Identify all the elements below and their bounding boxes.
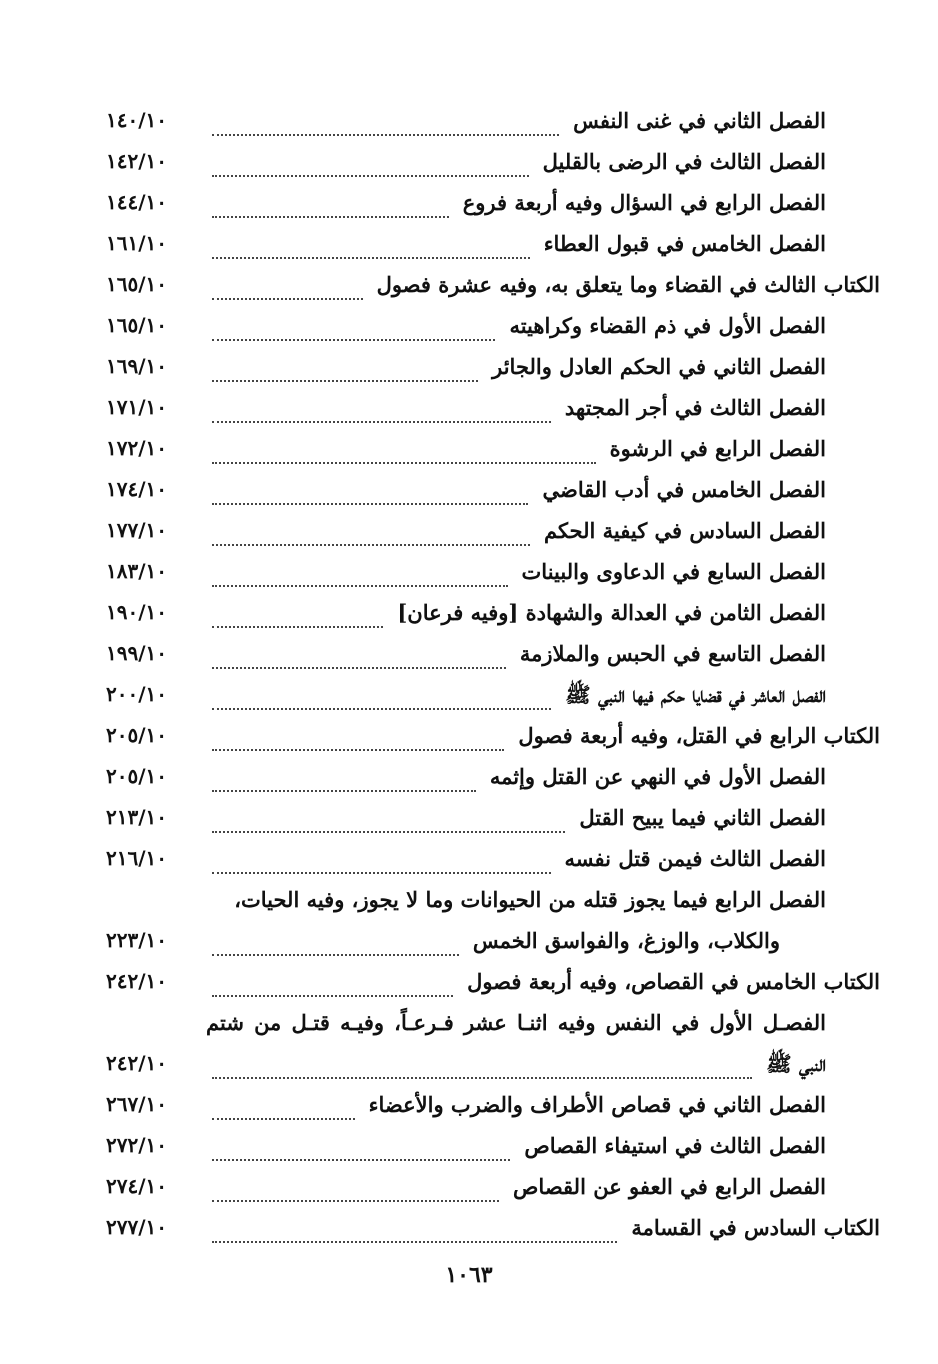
toc-entry [100, 801, 880, 842]
toc-entry [100, 637, 880, 678]
toc-entry-page: ١٧٤/١٠ [106, 477, 168, 501]
dot-leader [212, 801, 565, 833]
toc-entry-title: الكتاب السادس في القسامة [631, 1215, 880, 1240]
toc-entry [100, 1129, 880, 1170]
toc-entry-title: الكتاب الثالث في القضاء وما يتعلق به، وفيه عشرة فصول [376, 272, 880, 297]
dot-leader [212, 1170, 499, 1202]
toc-entry [100, 1088, 880, 1129]
toc-entry [100, 473, 880, 514]
toc-entry-page: ١٧٢/١٠ [106, 436, 168, 460]
toc-entry-page: ٢٠٥/١٠ [106, 723, 168, 747]
toc-entry-title: الفصل التاسع في الحبس والملازمة [519, 641, 826, 666]
toc-entry [100, 555, 880, 596]
toc-entry [100, 842, 880, 883]
toc-entry-page: ٢٧٤/١٠ [106, 1174, 168, 1198]
toc-entry-page: ٢١٣/١٠ [106, 805, 168, 829]
toc-entry-title: الفصل الثاني في الحكم العادل والجائر [492, 354, 826, 379]
toc-entry [100, 145, 880, 186]
toc-entry-title: الفصـل الأول في النفس وفيه اثنـا عشر فـرعـاً، وفيـه قتـل من شتم [206, 1010, 826, 1035]
toc-entry-title: الفصل السابع في الدعاوى والبينات [521, 559, 826, 584]
toc-entry-page: ٢٢٣/١٠ [106, 928, 168, 952]
dot-leader [212, 432, 596, 464]
dot-leader [212, 1088, 355, 1120]
toc-entry [100, 268, 880, 309]
toc-entry-page: ١٤٢/١٠ [106, 149, 168, 173]
toc-entry-title: الفصل الثالث فيمن قتل نفسه [564, 846, 826, 871]
toc-entry [100, 1047, 880, 1088]
toc-entry-page: ٢٧٧/١٠ [106, 1215, 168, 1239]
toc-entry-page: ١٧١/١٠ [106, 395, 168, 419]
toc-entry [100, 186, 880, 227]
table-of-contents [100, 104, 880, 1252]
toc-entry-title: الفصل العاشر في قضايا حكم فيها النبي ﷺ [565, 682, 826, 707]
toc-entry-title: الفصل الثاني فيما يبيح القتل [579, 805, 826, 830]
toc-entry [100, 104, 880, 145]
dot-leader [212, 1129, 510, 1161]
dot-leader [212, 186, 449, 218]
toc-entry-page: ١٨٣/١٠ [106, 559, 168, 583]
toc-entry-title: الفصل الخامس في قبول العطاء [543, 231, 826, 256]
dot-leader [212, 391, 551, 423]
dot-leader [212, 842, 551, 874]
dot-leader [212, 719, 504, 751]
toc-entry-title: الفصل الثالث في أجر المجتهد [564, 395, 826, 420]
toc-entry-title: الفصل الخامس في أدب القاضي [542, 477, 826, 502]
toc-entry-page: ٢٠٥/١٠ [106, 764, 168, 788]
toc-entry-page: ١٩٠/١٠ [106, 600, 168, 624]
toc-entry-page: ١٤٠/١٠ [106, 108, 168, 132]
toc-entry-page: ٢٠٠/١٠ [106, 682, 168, 706]
toc-entry-page: ٢٤٢/١٠ [106, 969, 168, 993]
toc-entry-title: الفصل الثاني في غنى النفس [573, 108, 826, 133]
toc-entry-title: النبي ﷺ [766, 1051, 826, 1076]
dot-leader [212, 1211, 617, 1243]
dot-leader [212, 924, 459, 956]
toc-entry-title: الفصل الثامن في العدالة والشهادة [وفيه فرعان] [397, 600, 826, 625]
toc-entry-page: ١٧٧/١٠ [106, 518, 168, 542]
toc-entry-title: الفصل الثاني في قصاص الأطراف والضرب والأعضاء [368, 1092, 826, 1117]
toc-entry [100, 1006, 880, 1047]
toc-entry-title: الفصل السادس في كيفية الحكم [543, 518, 826, 543]
toc-entry-page: ١٦٥/١٠ [106, 272, 168, 296]
toc-entry-title: الفصل الثالث في الرضى بالقليل [542, 149, 826, 174]
toc-entry-page: ١٦٩/١٠ [106, 354, 168, 378]
toc-entry [100, 760, 880, 801]
toc-entry-page: ٢٧٢/١٠ [106, 1133, 168, 1157]
toc-entry-title: الفصل الرابع في العفو عن القصاص [513, 1174, 826, 1199]
toc-entry-title: الفصل الرابع في السؤال وفيه أربعة فروع [462, 190, 826, 215]
toc-entry [100, 391, 880, 432]
dot-leader [212, 1047, 752, 1079]
toc-entry [100, 350, 880, 391]
dot-leader [212, 965, 453, 997]
toc-entry-title: الفصل الرابع في الرشوة [609, 436, 826, 461]
toc-entry [100, 227, 880, 268]
dot-leader [212, 596, 383, 628]
toc-entry-page: ١٤٤/١٠ [106, 190, 168, 214]
toc-entry-title: الفصل الأول في النهي عن القتل وإثمه [489, 764, 826, 789]
toc-entry-page: ٢٦٧/١٠ [106, 1092, 168, 1116]
page-number: ١٠٦٣ [445, 1262, 493, 1288]
toc-entry [100, 924, 880, 965]
dot-leader [212, 678, 551, 710]
toc-entry-page: ١٩٩/١٠ [106, 641, 168, 665]
toc-entry [100, 432, 880, 473]
dot-leader [212, 268, 363, 300]
toc-entry [100, 678, 880, 719]
toc-entry-page: ٢١٦/١٠ [106, 846, 168, 870]
dot-leader [212, 555, 508, 587]
dot-leader [212, 309, 495, 341]
toc-entry-title: الفصل الأول في ذم القضاء وكراهيته [509, 313, 826, 338]
dot-leader [212, 473, 528, 505]
toc-entry-title: والكلاب، والوزغ، والفواسق الخمس [472, 928, 780, 953]
toc-entry-title: الفصل الرابع فيما يجوز قتله من الحيوانات وما لا يجوز، وفيه الحيات، [234, 887, 826, 912]
toc-entry-page: ١٦٥/١٠ [106, 313, 168, 337]
toc-entry [100, 1211, 880, 1252]
dot-leader [212, 350, 478, 382]
toc-entry-title: الكتاب الرابع في القتل، وفيه أربعة فصول [518, 723, 880, 748]
dot-leader [212, 104, 559, 136]
toc-entry [100, 719, 880, 760]
dot-leader [212, 760, 476, 792]
toc-entry [100, 1170, 880, 1211]
toc-entry-title: الكتاب الخامس في القصاص، وفيه أربعة فصول [467, 969, 880, 994]
toc-entry-page: ٢٤٢/١٠ [106, 1051, 168, 1075]
toc-entry [100, 883, 880, 924]
toc-entry [100, 596, 880, 637]
toc-entry-page: ١٦١/١٠ [106, 231, 168, 255]
toc-entry [100, 309, 880, 350]
toc-entry [100, 514, 880, 555]
dot-leader [212, 637, 506, 669]
dot-leader [212, 514, 530, 546]
toc-entry-title: الفصل الثالث في استيفاء القصاص [524, 1133, 826, 1158]
dot-leader [212, 227, 530, 259]
dot-leader [212, 145, 529, 177]
toc-entry [100, 965, 880, 1006]
